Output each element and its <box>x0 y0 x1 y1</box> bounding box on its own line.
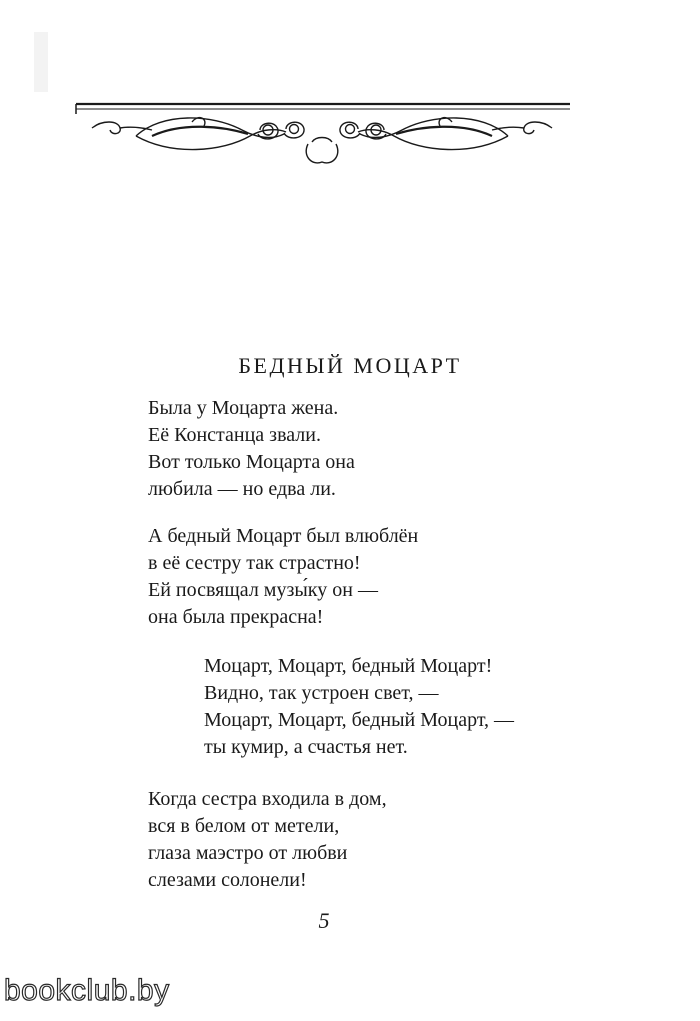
verse-line: она была прекрасна! <box>148 606 324 628</box>
verse-line: Ей посвящал музы́ку он — <box>148 579 378 601</box>
page-number: 5 <box>318 908 330 933</box>
verse-line: Видно, так устроен свет, — <box>204 682 439 704</box>
refrain-stanza <box>204 653 514 761</box>
stanza-2 <box>148 523 418 631</box>
verse-line: вся в белом от метели, <box>148 815 340 837</box>
corner-shadow-mark <box>30 28 56 98</box>
verse-line: слезами солонели! <box>148 869 307 891</box>
verse-line: Моцарт, Моцарт, бедный Моцарт, — <box>204 709 515 731</box>
verse-line: в её сестру так страстно! <box>148 552 361 574</box>
watermark-logo: bookclub.by <box>4 974 170 1007</box>
verse-line: Когда сестра входила в дом, <box>148 788 387 810</box>
verse-line: Её Констанца звали. <box>148 424 321 446</box>
verse-line: ты кумир, а счастья нет. <box>204 736 408 758</box>
verse-line: глаза маэстро от любви <box>148 842 348 864</box>
verse-line: Была у Моцарта жена. <box>148 397 339 419</box>
verse-line: любила — но едва ли. <box>148 478 336 500</box>
verse-line: Моцарт, Моцарт, бедный Моцарт! <box>204 655 493 677</box>
verse-line: А бедный Моцарт был влюблён <box>148 525 419 547</box>
scroll-flourish-divider-icon <box>72 96 572 176</box>
stanza-1 <box>148 395 355 503</box>
poem-title: БЕДНЫЙ МОЦАРТ <box>238 352 462 378</box>
verse-line: Вот только Моцарта она <box>148 451 355 473</box>
stanza-4 <box>148 786 387 894</box>
